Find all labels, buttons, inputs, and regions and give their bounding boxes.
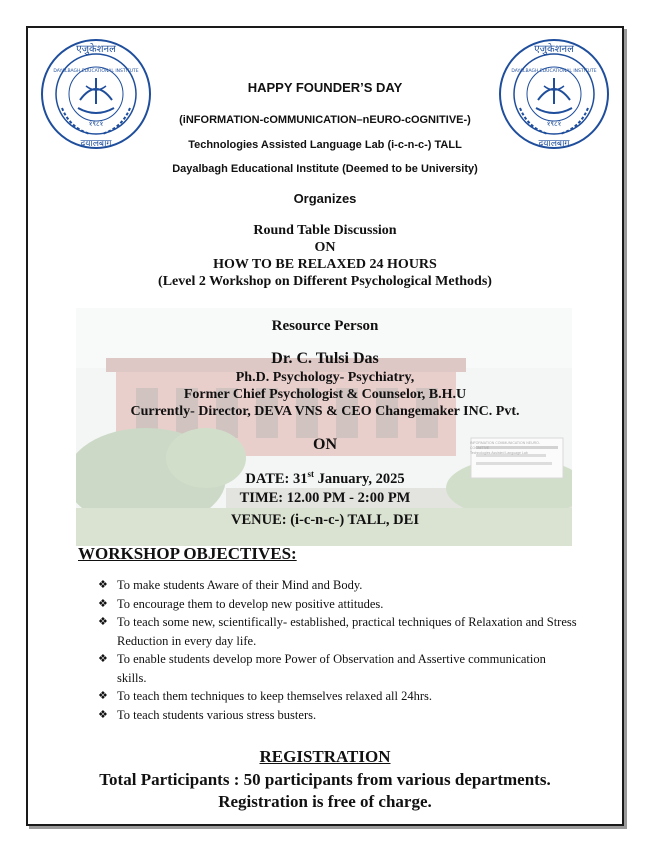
date-suffix-sup: st [307, 469, 315, 479]
objectives-heading: WORKSHOP OBJECTIVES: [78, 544, 297, 563]
objective-item: ❖ To enable students develop more Power of Observation and Assertive communication skills. [98, 652, 546, 685]
diamond-bullet-icon: ❖ [98, 579, 108, 591]
diamond-bullet-icon: ❖ [98, 690, 108, 702]
seal-bottom-text: दयालबाग [80, 139, 112, 149]
campus-photo-background [76, 308, 572, 546]
objectives-list [98, 576, 578, 724]
schedule-date [28, 469, 622, 488]
institute-line: Dayalbagh Educational Institute (Deemed to be University) [172, 163, 478, 175]
objective-item: ❖ To teach them techniques to keep themselves relaxed all 24hrs. [98, 687, 578, 706]
resource-heading: Resource Person [271, 318, 379, 334]
resource-name: Dr. C. Tulsi Das [271, 350, 379, 367]
registration-fee: Registration is free of charge. [218, 792, 432, 811]
objective-item: ❖ To encourage them to develop new positive attitudes. [98, 595, 578, 614]
diamond-bullet-icon: ❖ [98, 708, 108, 721]
objective-item: ❖ To make students Aware of their Mind and Body. [98, 576, 578, 595]
lab-name-line: Technologies Assisted Language Lab (i-c-n-c-) TALL [188, 139, 462, 151]
seal-year-text: १९८१ [546, 120, 562, 128]
date-prefix: DATE: 31 [245, 470, 308, 487]
sign-line-1: INFORMATION COMMUNICATION NEURO-COGNITIVE [470, 441, 541, 450]
resource-credential-3: Currently- Director, DEVA VNS & CEO Changemaker INC. Pvt. [130, 404, 520, 419]
schedule-on: ON [313, 436, 337, 453]
sign-line-2: Technologies Assisted Language Lab [470, 451, 528, 455]
schedule-time: TIME: 12.00 PM - 2:00 PM [239, 490, 411, 506]
registration-heading: REGISTRATION [259, 747, 391, 766]
lab-acronym-line: (iNFORMATION-cOMMUNICATION–nEURO-cOGNITIVE-) [179, 114, 471, 126]
seal-year-text: १९८१ [88, 120, 104, 128]
diamond-bullet-icon: ❖ [98, 616, 108, 628]
objective-item: ❖ To teach students various stress busters. [98, 706, 578, 725]
diamond-bullet-icon: ❖ [98, 653, 108, 665]
organizes-text: Organizes [293, 191, 357, 206]
diamond-bullet-icon: ❖ [98, 597, 108, 610]
flyer-frame [26, 26, 624, 826]
schedule-venue: VENUE: (i-c-n-c-) TALL, DEI [231, 512, 419, 528]
resource-credential-1: Ph.D. Psychology- Psychiatry, [235, 370, 415, 385]
seal-top-text: एजुकेशनल [534, 44, 574, 55]
seal-bottom-text: दयालबाग [538, 139, 570, 149]
seal-ring-text: DAYALBAGH EDUCATIONAL INSTITUTE [53, 69, 139, 74]
seal-ring-text: DAYALBAGH EDUCATIONAL INSTITUTE [511, 69, 597, 74]
founders-day-title: HAPPY FOUNDER’S DAY [247, 80, 403, 95]
event-type: Round Table Discussion [253, 223, 397, 238]
seal-top-text: एजुकेशनल [76, 44, 116, 55]
objective-item: ❖ To teach some new, scientifically- established, practical techniques of Relaxation and Stress Reduction in every day life. [98, 615, 577, 648]
resource-credential-2: Former Chief Psychologist & Counselor, B.H.U [183, 387, 467, 402]
event-title: HOW TO BE RELAXED 24 HOURS [213, 257, 437, 272]
registration-participants: Total Participants : 50 participants from various departments. [99, 770, 551, 789]
event-subtitle: (Level 2 Workshop on Different Psychological Methods) [158, 274, 492, 289]
date-month-year: January, 2025 [314, 470, 405, 487]
event-on: ON [314, 240, 336, 255]
